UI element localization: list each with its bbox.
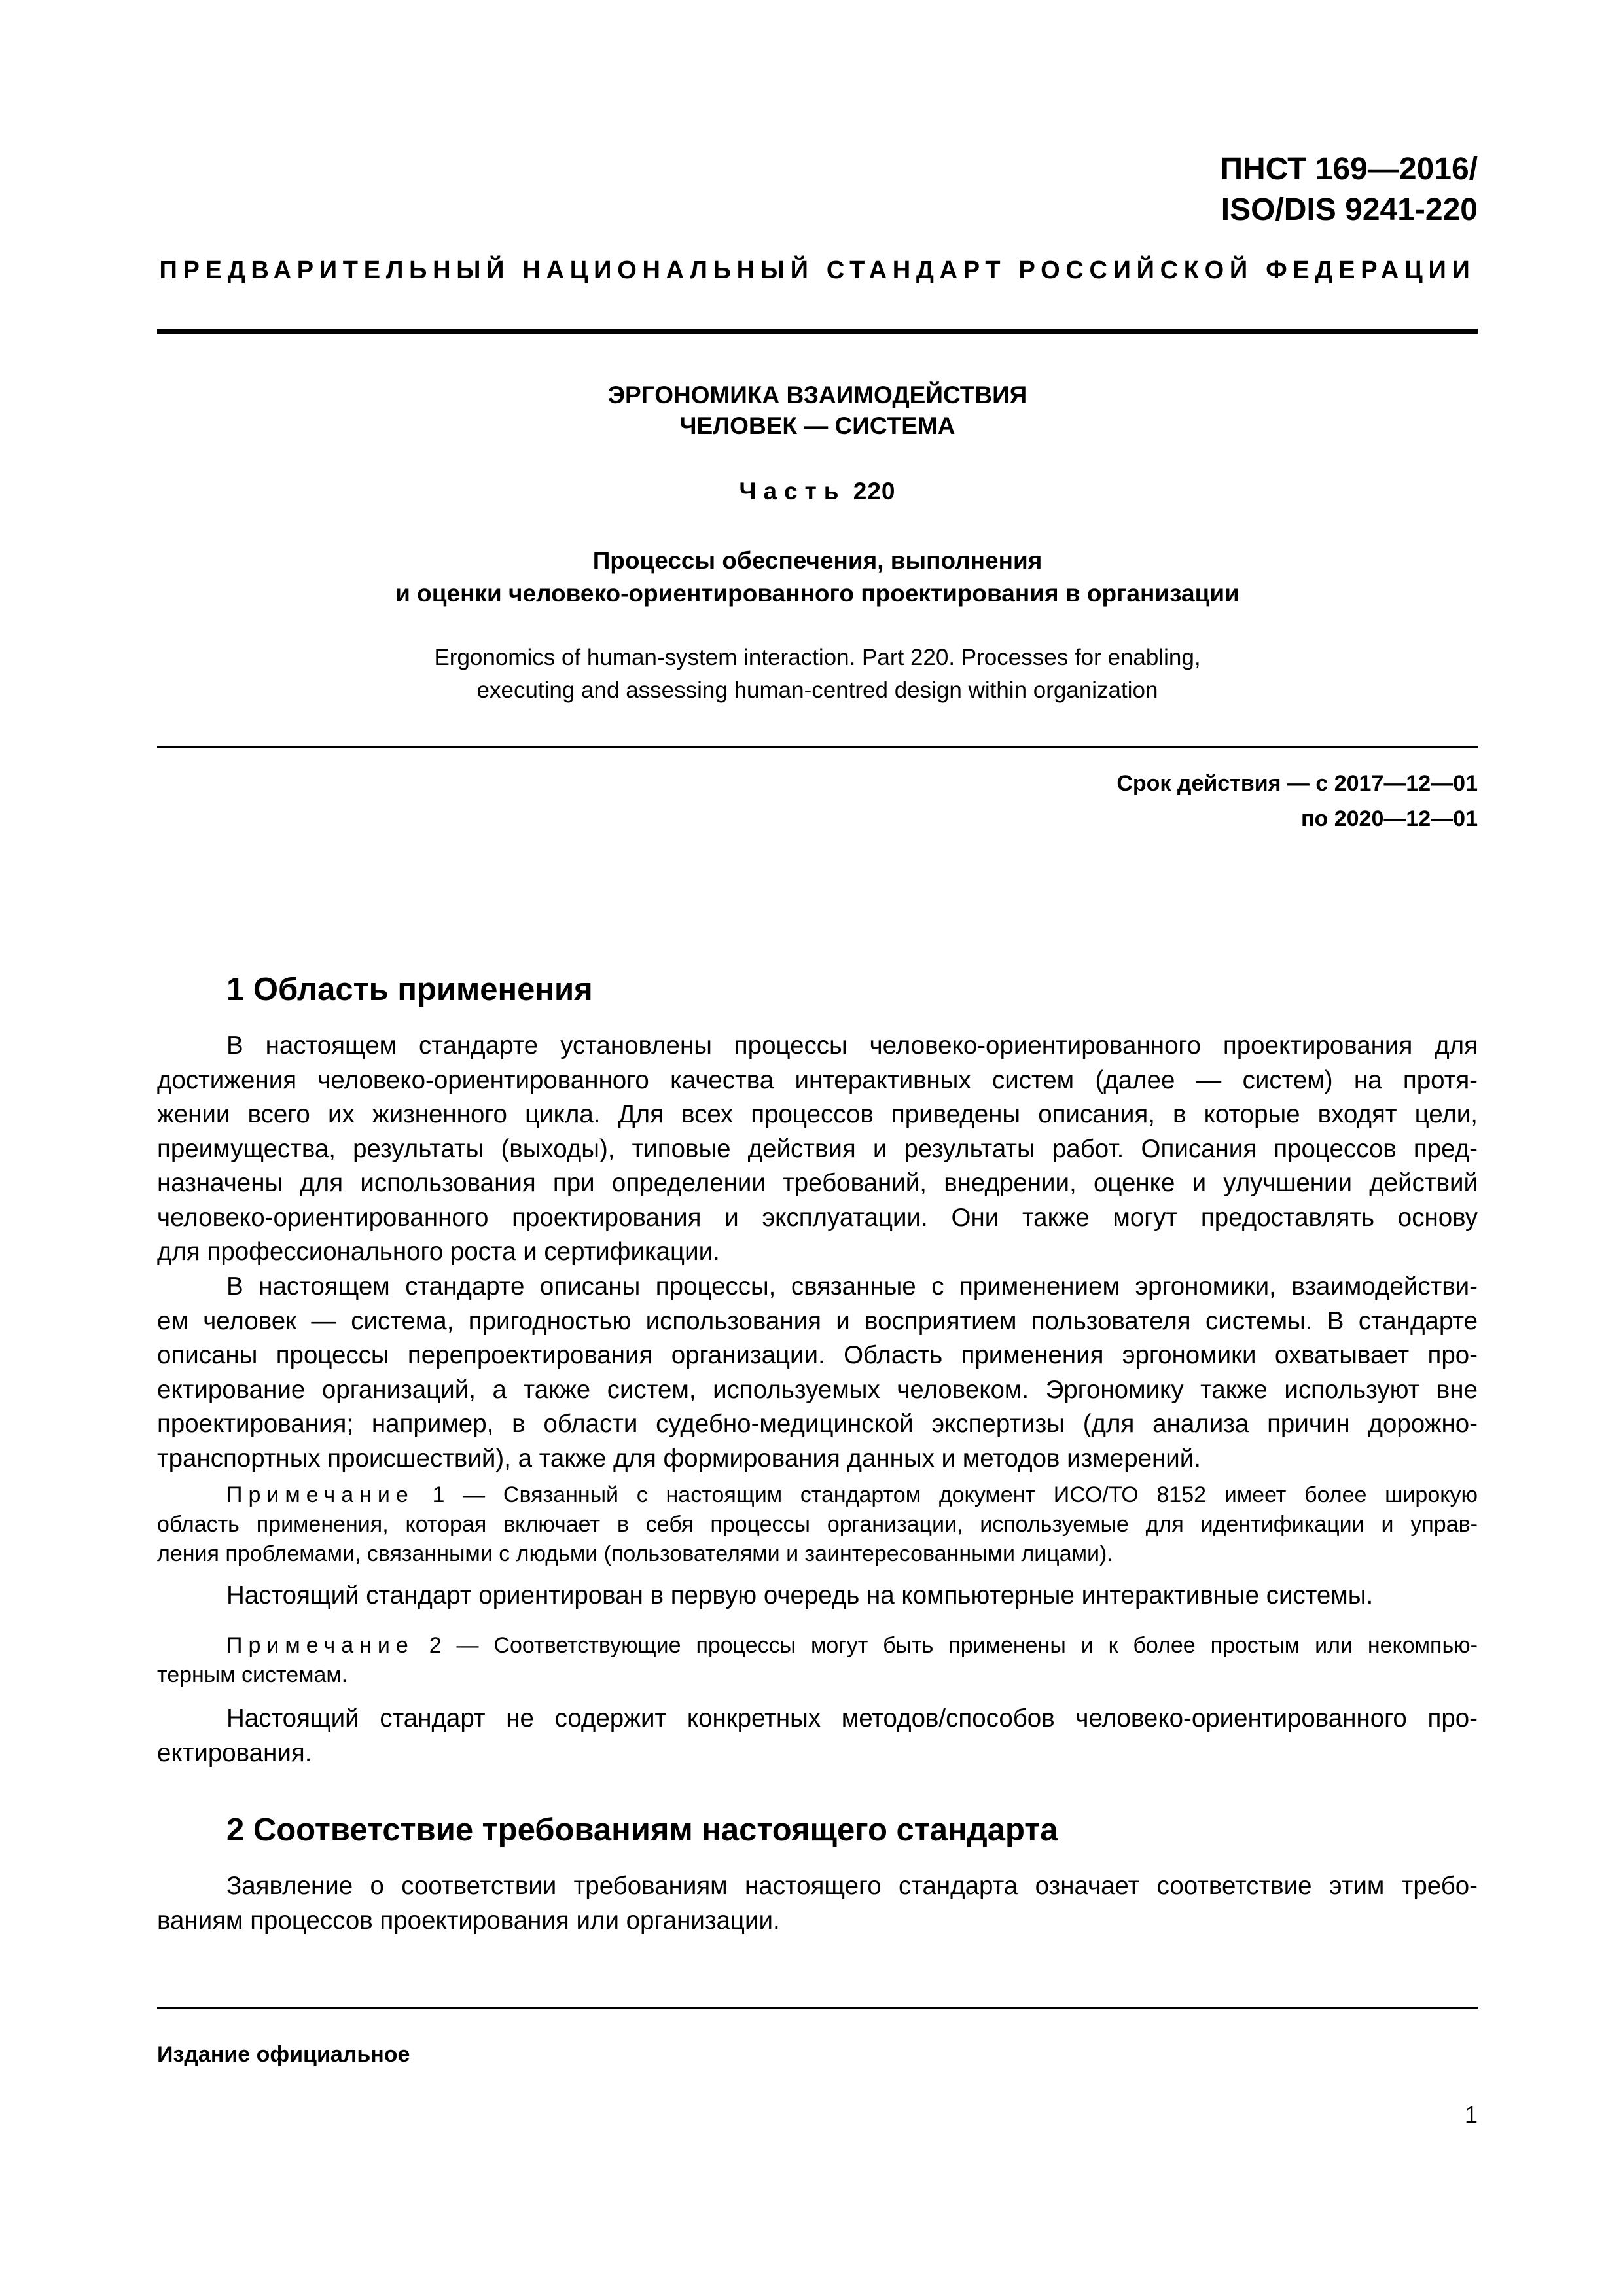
section-2-paragraph-1 xyxy=(157,1869,1478,1938)
text-line: человеко-ориентированного проектирования и эксплуатации. Они также могут предоставлять основу xyxy=(157,1203,1478,1232)
federation-title: ПРЕДВАРИТЕЛЬНЫЙ НАЦИОНАЛЬНЫЙ СТАНДАРТ РОССИЙСКОЙ ФЕДЕРАЦИИ xyxy=(159,257,1476,284)
title-rule xyxy=(157,746,1478,748)
page-number: 1 xyxy=(1464,2101,1478,2128)
text-line: назначены для использования при определении требований, внедрении, оценке и улучшении действий xyxy=(157,1169,1478,1197)
note-label: Примечание xyxy=(226,1633,414,1658)
note-line: область применения, которая включает в себя процессы организации, используемые для идентификации и управ- xyxy=(157,1512,1478,1537)
document-subtitle xyxy=(157,545,1478,610)
text-line: Заявление о соответствии требованиям настоящего стандарта означает соответствие этим требо- xyxy=(226,1872,1478,1900)
text-line: проектирования; например, в области судебно-медицинской экспертизы (для анализа причин дорожно- xyxy=(157,1410,1478,1438)
text-line: ектирование организаций, а также систем, используемых человеком. Эргономику также используют вне xyxy=(157,1375,1478,1404)
text-line: жении всего их жизненного цикла. Для всех процессов приведены описания, в которые входят цели, xyxy=(157,1100,1478,1128)
section-1-heading: 1 Область применения xyxy=(226,972,593,1007)
designation-line-2: ISO/DIS 9241-220 xyxy=(1221,192,1478,227)
note-1 xyxy=(157,1480,1478,1569)
part-number: 220 xyxy=(853,478,896,505)
note-line: терным системам. xyxy=(157,1662,348,1687)
footer-rule xyxy=(157,2007,1478,2009)
document-title xyxy=(157,380,1478,441)
title-line-1: ЭРГОНОМИКА ВЗАИМОДЕЙСТВИЯ xyxy=(607,382,1027,408)
text-line: ектирования. xyxy=(157,1738,312,1767)
title-line-2: ЧЕЛОВЕК — СИСТЕМА xyxy=(679,412,955,439)
section-1-paragraph-1 xyxy=(157,1029,1478,1270)
section-1-paragraph-3 xyxy=(157,1579,1478,1613)
text-line: достижения человеко-ориентированного качества интерактивных систем (далее — систем) на протя- xyxy=(157,1066,1478,1094)
text-line: Настоящий стандарт ориентирован в первую очередь на компьютерные интерактивные системы. xyxy=(226,1581,1374,1609)
standard-designation xyxy=(1221,149,1478,230)
subtitle-line-1: Процессы обеспечения, выполнения xyxy=(592,547,1043,574)
english-title-line-2: executing and assessing human-centred design within organization xyxy=(476,677,1158,703)
text-line: ваниям процессов проектирования или организации. xyxy=(157,1906,780,1935)
text-line: для профессионального роста и сертификации. xyxy=(157,1238,720,1266)
text-line: ем человек — система, пригодностью использования и восприятием пользователя системы. В стандарте xyxy=(157,1306,1478,1335)
section-2-heading: 2 Соответствие требованиям настоящего стандарта xyxy=(226,1812,1058,1848)
text-line: Настоящий стандарт не содержит конкретных методов/способов человеко-ориентированного про- xyxy=(226,1704,1478,1732)
header-rule xyxy=(157,329,1478,334)
english-title-line-1: Ergonomics of human-system interaction. Part 220. Processes for enabling, xyxy=(434,645,1201,670)
designation-line-1: ПНСТ 169—2016/ xyxy=(1220,152,1478,187)
text-line: транспортных происшествий), а также для формирования данных и методов измерений. xyxy=(157,1444,1201,1473)
note-label: Примечание xyxy=(226,1482,414,1507)
section-1-paragraph-4 xyxy=(157,1702,1478,1770)
validity-period xyxy=(1116,766,1478,836)
text-line: преимущества, результаты (выходы), типовые действия и результаты работ. Описания процессов пред- xyxy=(157,1134,1478,1163)
section-1-paragraph-2 xyxy=(157,1270,1478,1476)
text-line: В настоящем стандарте установлены процессы человеко-ориентированного проектирования для xyxy=(226,1031,1478,1060)
part-word: Часть xyxy=(739,478,846,505)
part-label xyxy=(157,478,1478,505)
note-line: ления проблемами, связанными с людьми (пользователями и заинтересованными лицами). xyxy=(157,1541,1113,1566)
note-line xyxy=(157,1631,1478,1660)
validity-end: по 2020—12—01 xyxy=(1300,806,1478,831)
official-edition-label: Издание официальное xyxy=(157,2042,410,2067)
text-line: описаны процессы перепроектирования организации. Область применения эргономики охватывает про- xyxy=(157,1341,1478,1369)
note-line xyxy=(157,1480,1478,1510)
subtitle-line-2: и оценки человеко-ориентированного проектирования в организации xyxy=(395,580,1240,607)
validity-start: Срок действия — с 2017—12—01 xyxy=(1116,771,1478,796)
english-title xyxy=(157,641,1478,707)
note-text: 2 — Соответствующие процессы могут быть применены и к более простым или некомпью- xyxy=(414,1633,1478,1658)
note-2 xyxy=(157,1631,1478,1690)
note-text: 1 — Связанный с настоящим стандартом документ ИСО/ТО 8152 имеет более широкую xyxy=(414,1482,1478,1507)
text-line: В настоящем стандарте описаны процессы, связанные с применением эргономики, взаимодействи- xyxy=(226,1272,1478,1300)
